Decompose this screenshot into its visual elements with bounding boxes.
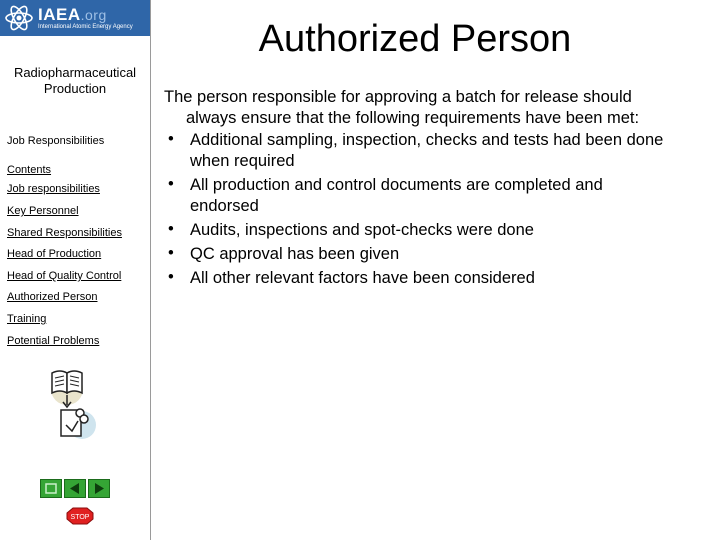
bullet: • xyxy=(168,130,174,148)
list-item-text: All production and control documents are completed and endorsed xyxy=(190,176,603,215)
nav-link-shared-responsibilities[interactable]: Shared Responsibilities xyxy=(7,227,122,239)
book-and-clipboard-illustration-icon xyxy=(48,363,102,443)
list-item-text: All other relevant factors have been considered xyxy=(190,269,535,287)
bullet: • xyxy=(168,268,174,286)
home-icon xyxy=(41,480,61,497)
list-item xyxy=(164,268,674,289)
logo-agency: International Atomic Energy Agency xyxy=(38,24,133,30)
navigation-buttons xyxy=(40,479,110,497)
list-item xyxy=(164,130,674,172)
stop-button[interactable] xyxy=(66,507,94,525)
main-content xyxy=(164,87,674,292)
stop-label: STOP xyxy=(70,514,90,521)
bullet: • xyxy=(168,175,174,193)
nav-link-head-of-quality-control[interactable]: Head of Quality Control xyxy=(7,270,122,282)
logo-suffix: .org xyxy=(80,7,107,23)
nav-link-head-of-production[interactable]: Head of Production xyxy=(7,248,102,260)
nav-link-training[interactable]: Training xyxy=(7,313,47,325)
list-item xyxy=(164,175,674,217)
list-item-text: Audits, inspections and spot-checks were done xyxy=(190,221,534,239)
logo-name: IAEA xyxy=(38,5,81,24)
list-item-text: Additional sampling, inspection, checks and tests had been done when required xyxy=(190,131,664,170)
logo-text xyxy=(38,5,107,25)
next-button[interactable] xyxy=(88,479,110,498)
page-title: Authorized Person xyxy=(258,18,572,60)
job-responsibilities-heading: Job Responsibilities xyxy=(7,135,105,147)
list-item-text: QC approval has been given xyxy=(190,245,400,263)
nav-link-potential-problems[interactable]: Potential Problems xyxy=(7,335,100,347)
previous-button[interactable] xyxy=(64,479,86,498)
list-item xyxy=(164,244,674,265)
bullet: • xyxy=(168,220,174,238)
nav-link-authorized-person[interactable]: Authorized Person xyxy=(7,291,98,303)
nav-link-contents[interactable]: Contents xyxy=(7,164,52,176)
nav-link-job-responsibilities[interactable]: Job responsibilities xyxy=(7,183,100,195)
arrow-right-icon xyxy=(89,480,109,497)
section-title: Radiopharmaceutical Production xyxy=(13,65,137,96)
intro-text: The person responsible for approving a batch for release should always ensure that the following requirements have been met: xyxy=(164,88,640,127)
arrow-left-icon xyxy=(65,480,85,497)
nav-link-key-personnel[interactable]: Key Personnel xyxy=(7,205,79,217)
sidebar xyxy=(0,0,151,540)
home-button[interactable] xyxy=(40,479,62,498)
requirements-list xyxy=(164,130,674,289)
bullet: • xyxy=(168,244,174,262)
list-item xyxy=(164,220,674,241)
atom-icon xyxy=(4,3,34,33)
iaea-logo[interactable] xyxy=(0,0,150,36)
